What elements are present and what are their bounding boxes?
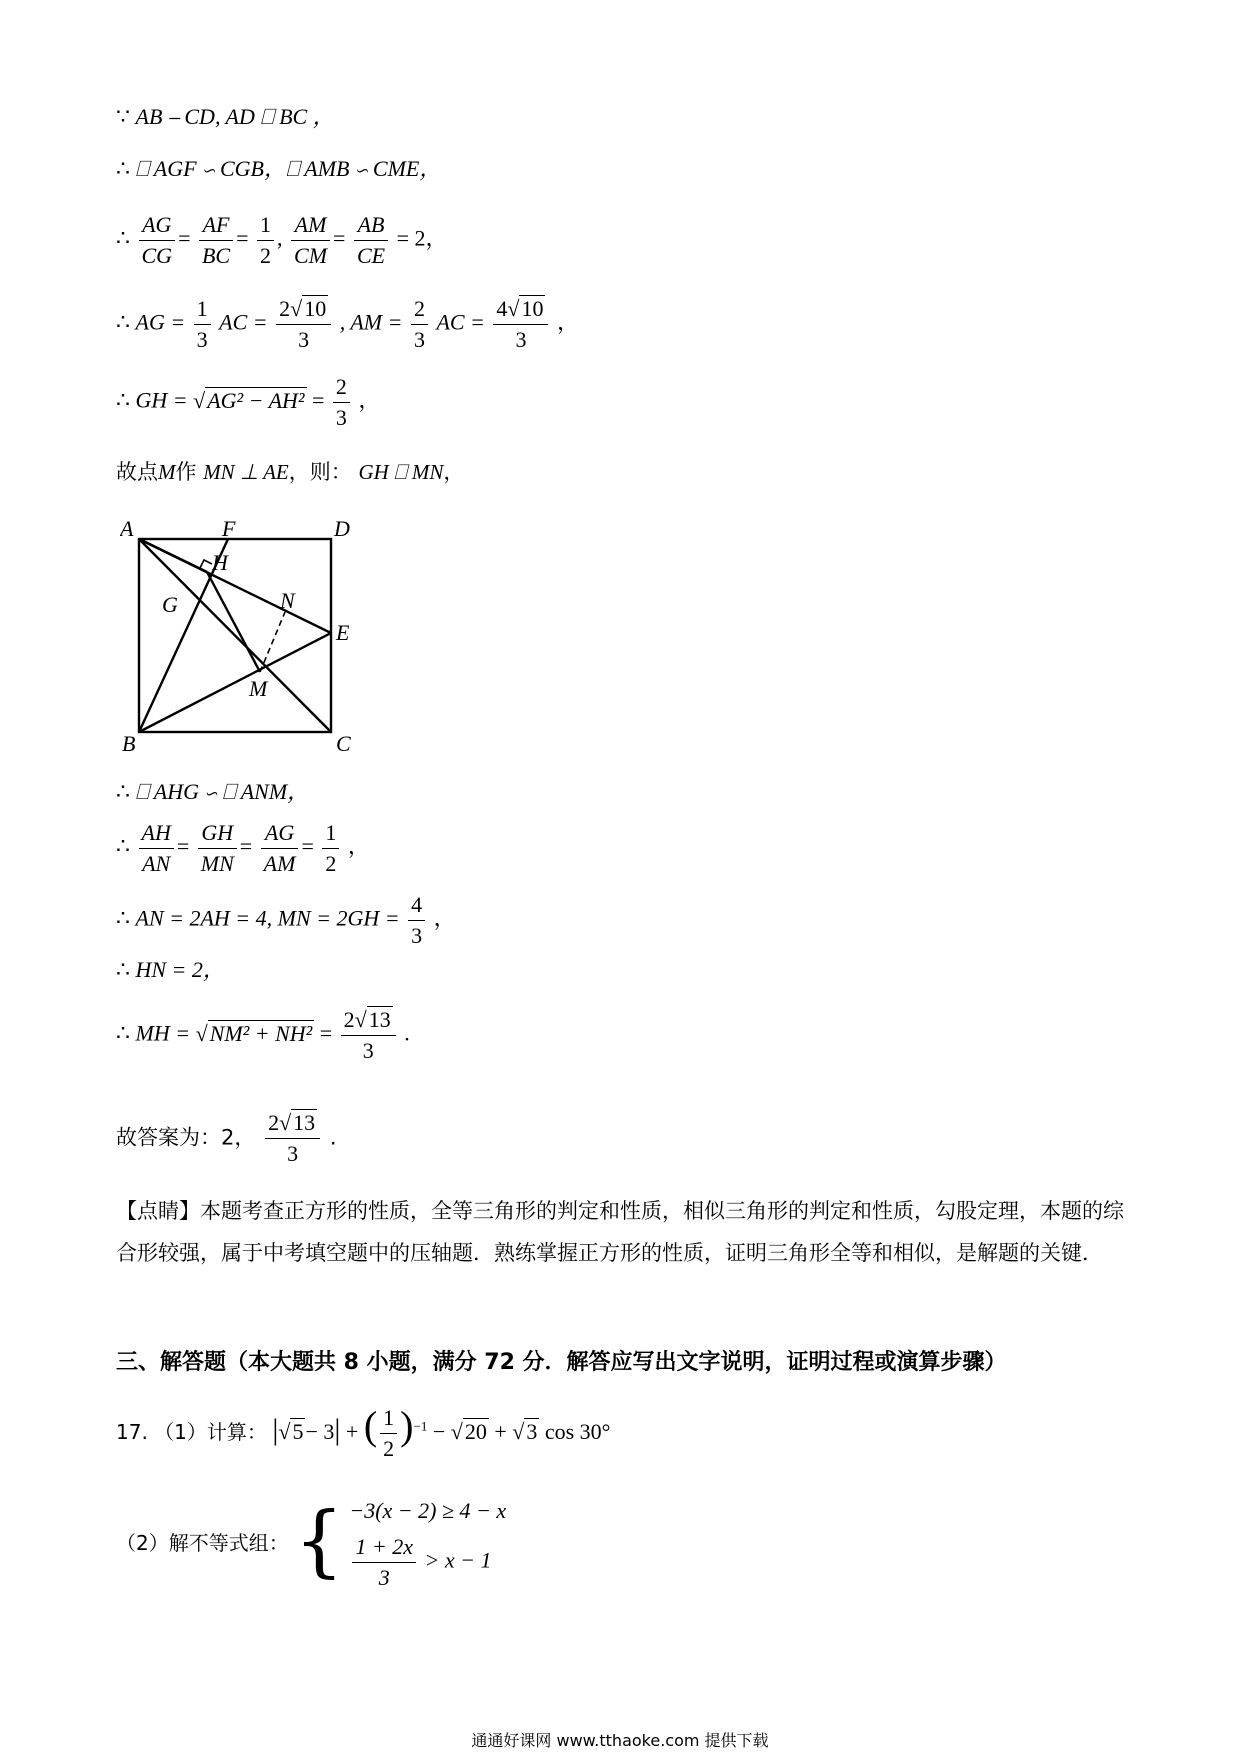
math-text: AC = [219,309,268,335]
label-e: E [336,620,350,645]
therefore-symbol: ∴ [116,225,130,251]
fraction: $\frac{AG}{CG}$ [139,210,176,271]
segment-ah [139,539,207,572]
math-tail: ， [556,309,579,335]
solution-line-4 [116,294,579,355]
question-label: （2）解不等式组： [116,1531,289,1555]
label-n: N [280,588,295,613]
right-angle-mark [200,560,212,568]
solution-line-10 [116,953,225,984]
label-f: F [222,516,236,541]
text: ， [443,460,465,484]
question-17-part-2 [116,1490,506,1593]
math-text: MH = [135,1020,191,1046]
math-text: AN = 2AH = 4, MN = 2GH = [135,905,400,931]
answer-text: 故答案为：2， [116,1125,256,1150]
math-text: + [494,1419,507,1444]
solution-line-7 [116,775,309,806]
section-heading: 三、解答题（本大题共 8 小题，满分 72 分．解答应写出文字说明，证明过程或演算步骤） [116,1350,1007,1375]
label-d: D [334,516,350,541]
fraction: $\frac{2√10}{3}$ [276,294,331,355]
fraction: $\frac{1}{3}$ [194,294,211,355]
fraction: $\frac{AF}{BC}$ [199,210,233,271]
math-text: MN ⊥ AE [203,460,289,484]
label-b: B [122,731,136,756]
math-tail: . [329,1125,337,1150]
math-tail: = 2， [396,225,448,251]
inequality-2 [349,1532,506,1593]
math-text: = [319,1020,333,1046]
abs-bar-right: | [334,1413,341,1446]
text: ，则： [288,460,352,484]
diagonal-ac [139,539,331,732]
math-text: , AM = [339,309,403,335]
paren-left: ( [363,1403,378,1448]
fraction: $\frac{4√10}{3}$ [493,294,548,355]
fraction: $\frac{AB}{CE}$ [354,210,388,271]
footer: 通通好课网 www.tthaoke.com 提供下载 [471,1731,769,1750]
math-text: M [158,460,176,484]
math-text: ⎕ AHG ∽ ⎕ ANM， [135,779,310,804]
solution-line-9 [116,890,456,951]
solution-line-11 [116,1005,410,1066]
therefore-symbol: ∴ [116,1020,130,1046]
fraction: $\frac{1}{2}$ [322,818,339,879]
math-tail: ， [358,387,381,413]
math-text: AB ⎯ CD, AD ⎕ BC ， [135,104,335,129]
segment-be [139,633,331,732]
solution-line-5 [116,372,380,433]
therefore-symbol: ∴ [116,957,130,982]
square-root: √3 [512,1419,538,1444]
square-root: √AG² − AH² [193,387,305,413]
math-text: GH = [135,387,188,413]
solution-line-1 [116,100,335,131]
label-g: G [162,592,178,617]
math-tail: ， [347,833,370,859]
fraction: $\frac{1 + 2x}{3}$ [352,1532,416,1593]
label-a: A [120,516,134,541]
therefore-symbol: ∴ [116,387,130,413]
fraction: $\frac{2√13}{3}$ [265,1108,320,1169]
therefore-symbol: ∴ [116,833,130,859]
solution-line-8: ∴ $\frac{AH}{AN}$ = $\frac{GH}{MN}$ = $\frac{AG}{AM}$ = $\frac{1}{2}$ ， [116,818,370,879]
math-text: AG = [135,309,186,335]
inequality-1: −3(x − 2) ≥ 4 − x [349,1498,507,1523]
paren-right: ) [400,1403,414,1448]
math-text: ⎕ AGF ∽ CGB，⎕ AMB ∽ CME， [135,156,442,181]
math-text: − 3 [305,1419,335,1444]
text: 作 [175,460,197,484]
square-root: √20 [450,1419,487,1444]
fraction: $\frac{1}{2}$ [380,1403,397,1464]
label-h: H [212,550,228,575]
square-root: √NM² + NH² [195,1020,313,1046]
question-label: 17. （1）计算： [116,1420,267,1444]
square-root: √5 [278,1419,304,1444]
exponent: −1 [413,1418,428,1434]
fraction: $\frac{2}{3}$ [333,372,350,433]
answer-line [116,1108,337,1169]
left-brace: { [294,1496,344,1587]
fraction: $\frac{AG}{AM}$ [261,818,299,879]
square-geometry-diagram [120,508,380,758]
solution-line-2 [116,152,441,183]
fraction: $\frac{AM}{CM}$ [291,210,330,271]
because-symbol: ∵ [116,104,130,129]
math-text: HN = 2， [135,957,225,982]
abs-bar-left: | [272,1413,279,1446]
math-text: + [345,1419,359,1444]
therefore-symbol: ∴ [116,156,130,181]
label-c: C [336,731,351,756]
text: 故点 [116,460,158,484]
fraction: $\frac{4}{3}$ [408,890,425,951]
solution-line-6 [116,456,464,486]
math-tail: . [404,1020,410,1046]
fraction: $\frac{GH}{MN}$ [198,818,237,879]
math-tail: ， [433,905,456,931]
question-17-part-1 [116,1402,610,1464]
fraction: $\frac{2}{3}$ [411,294,428,355]
math-text: GH ⎕ MN [358,460,444,484]
therefore-symbol: ∴ [116,905,130,931]
label-m: M [249,676,268,701]
math-text: − [432,1419,446,1444]
segment-hm [207,572,260,672]
math-text: cos 30° [544,1419,611,1444]
therefore-symbol: ∴ [116,779,130,804]
fraction: $\frac{AH}{AN}$ [139,818,174,879]
comment-paragraph: 【点睛】本题考查正方形的性质，全等三角形的判定和性质，相似三角形的判定和性质，勾股定理，本题的综合形较强，属于中考填空题中的压轴题．熟练掌握正方形的性质，证明三角形全等和相似，是解题的关键． [116,1199,1124,1265]
solution-line-3: ∴ $\frac{AG}{CG}$ = $\frac{AF}{BC}$ = $\frac{1}{2}$ , $\frac{AM}{CM}$ = $\frac{AB}{CE}$ = 2， [116,210,448,271]
fraction: $\frac{1}{2}$ [257,210,274,271]
therefore-symbol: ∴ [116,309,130,335]
math-text: > x − 1 [424,1547,492,1573]
fraction: $\frac{2√13}{3}$ [341,1005,396,1066]
math-text: AC = [436,309,485,335]
math-text: = [312,387,325,413]
inequality-system [349,1490,506,1593]
